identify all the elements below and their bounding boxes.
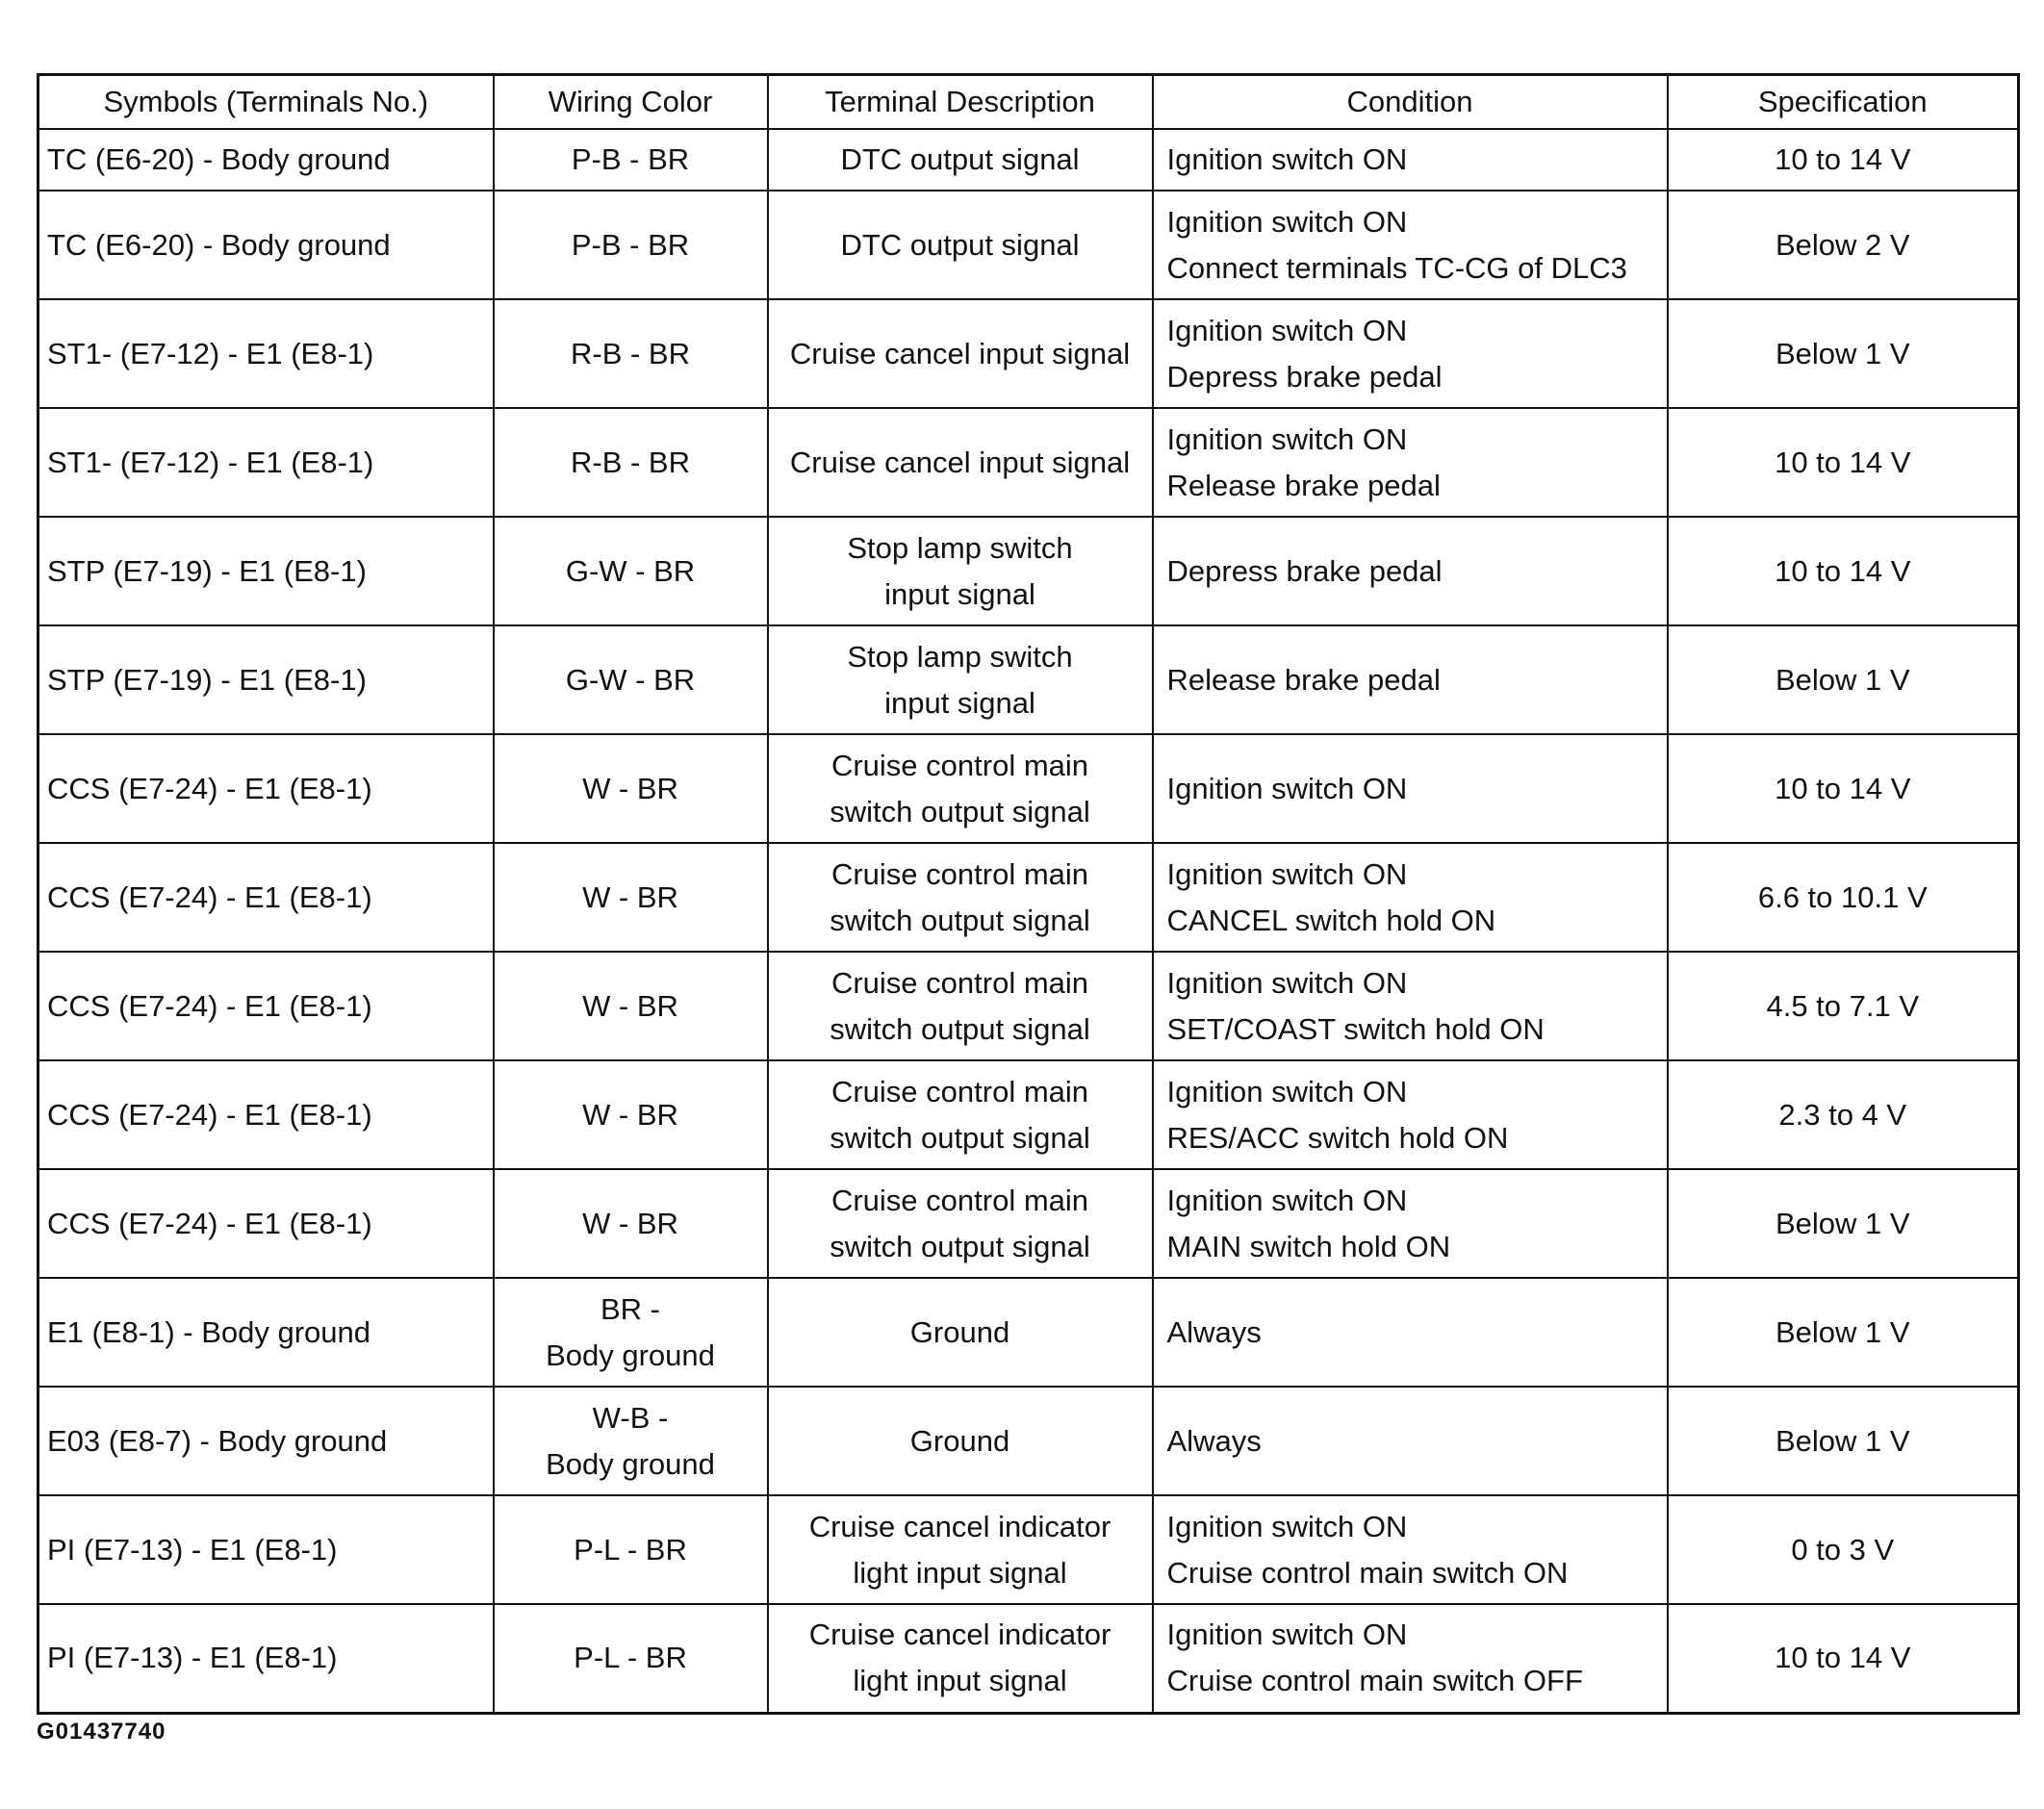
description-line: Cruise control main — [830, 856, 1089, 891]
description-line: Cruise control main — [830, 1074, 1089, 1108]
description-line: input signal — [884, 685, 1035, 720]
wiring-line: R-B - BR — [571, 445, 690, 479]
cell-wiring-color — [494, 517, 768, 625]
condition-line: Ignition switch ON — [1166, 142, 1408, 176]
wiring-line: P-B - BR — [571, 227, 690, 262]
cell-specification: 10 to 14 V — [1668, 517, 2019, 625]
figure-id: G01437740 — [37, 1719, 166, 1745]
condition-line: Depress brake pedal — [1166, 359, 1443, 394]
cell-wiring-color — [494, 1387, 768, 1495]
cell-symbol: ST1- (E7-12) - E1 (E8-1) — [38, 408, 494, 517]
description-line: Ground — [909, 1423, 1010, 1458]
condition-line: Cruise control main switch ON — [1166, 1555, 1569, 1590]
table-row — [38, 129, 2019, 191]
wiring-line: W-B - — [592, 1400, 669, 1435]
condition-line: Ignition switch ON — [1166, 1183, 1408, 1217]
header-condition: Condition — [1153, 75, 1668, 130]
condition-line: Ignition switch ON — [1166, 1618, 1408, 1652]
cell-wiring-color — [494, 734, 768, 843]
table-row — [38, 1604, 2019, 1713]
cell-symbol: PI (E7-13) - E1 (E8-1) — [38, 1495, 494, 1604]
description-line: switch output signal — [830, 794, 1090, 828]
header-symbols: Symbols (Terminals No.) — [38, 75, 494, 130]
wiring-line: P-B - BR — [571, 142, 690, 176]
cell-terminal-description — [768, 1169, 1153, 1278]
wiring-line: G-W - BR — [565, 662, 696, 697]
cell-wiring-color — [494, 1060, 768, 1169]
description-line: Cruise control main — [830, 1183, 1089, 1217]
cell-condition — [1153, 191, 1668, 299]
wiring-line: R-B - BR — [571, 336, 690, 370]
wiring-line: P-L - BR — [574, 1532, 687, 1567]
table-row — [38, 1495, 2019, 1604]
description-line: Cruise cancel input signal — [789, 445, 1131, 479]
cell-condition — [1153, 517, 1668, 625]
wiring-line: Body ground — [546, 1446, 715, 1481]
cell-terminal-description — [768, 299, 1153, 408]
cell-condition — [1153, 299, 1668, 408]
condition-line: Ignition switch ON — [1166, 1509, 1408, 1543]
description-line: Stop lamp switch — [847, 530, 1073, 565]
table-row — [38, 1278, 2019, 1387]
wiring-line: P-L - BR — [574, 1641, 687, 1675]
wiring-line: G-W - BR — [565, 553, 696, 588]
cell-terminal-description — [768, 1387, 1153, 1495]
condition-line: SET/COAST switch hold ON — [1166, 1011, 1545, 1046]
cell-terminal-description — [768, 734, 1153, 843]
condition-line: Ignition switch ON — [1166, 421, 1408, 456]
cell-terminal-description — [768, 1060, 1153, 1169]
cell-symbol: TC (E6-20) - Body ground — [38, 129, 494, 191]
cell-condition — [1153, 734, 1668, 843]
cell-terminal-description — [768, 1278, 1153, 1387]
cell-symbol: E1 (E8-1) - Body ground — [38, 1278, 494, 1387]
cell-wiring-color — [494, 1278, 768, 1387]
cell-condition — [1153, 1495, 1668, 1604]
description-line: switch output signal — [830, 1120, 1090, 1155]
cell-terminal-description — [768, 129, 1153, 191]
condition-line: Depress brake pedal — [1166, 553, 1443, 588]
description-line: light input signal — [853, 1555, 1067, 1590]
description-line: Stop lamp switch — [847, 639, 1073, 674]
cell-wiring-color — [494, 1495, 768, 1604]
cell-wiring-color — [494, 129, 768, 191]
header-terminal-description: Terminal Description — [768, 75, 1153, 130]
description-line: Ground — [909, 1314, 1010, 1349]
description-line: Cruise cancel input signal — [789, 336, 1131, 370]
table-header — [38, 75, 2019, 130]
condition-line: Ignition switch ON — [1166, 1074, 1408, 1108]
wiring-line: BR - — [600, 1291, 660, 1326]
condition-line: Ignition switch ON — [1166, 965, 1408, 1000]
cell-condition — [1153, 1278, 1668, 1387]
condition-line: Ignition switch ON — [1166, 856, 1408, 891]
cell-specification: Below 1 V — [1668, 1278, 2019, 1387]
cell-terminal-description — [768, 517, 1153, 625]
cell-specification: 0 to 3 V — [1668, 1495, 2019, 1604]
wiring-line: W - BR — [582, 1097, 678, 1132]
condition-line: Cruise control main switch OFF — [1166, 1664, 1583, 1698]
table-row — [38, 408, 2019, 517]
condition-line: RES/ACC switch hold ON — [1166, 1120, 1509, 1155]
cell-condition — [1153, 1387, 1668, 1495]
cell-terminal-description — [768, 408, 1153, 517]
description-line: DTC output signal — [840, 227, 1080, 262]
condition-line: Connect terminals TC-CG of DLC3 — [1166, 250, 1627, 285]
cell-wiring-color — [494, 625, 768, 734]
table-row — [38, 517, 2019, 625]
wiring-line: W - BR — [582, 988, 678, 1023]
cell-specification: Below 2 V — [1668, 191, 2019, 299]
cell-wiring-color — [494, 952, 768, 1060]
cell-wiring-color — [494, 1169, 768, 1278]
cell-symbol: TC (E6-20) - Body ground — [38, 191, 494, 299]
cell-wiring-color — [494, 1604, 768, 1713]
cell-condition — [1153, 1604, 1668, 1713]
cell-symbol: CCS (E7-24) - E1 (E8-1) — [38, 1060, 494, 1169]
cell-symbol: CCS (E7-24) - E1 (E8-1) — [38, 843, 494, 952]
wiring-line: W - BR — [582, 1206, 678, 1240]
terminal-spec-table — [37, 73, 2020, 1715]
cell-symbol: CCS (E7-24) - E1 (E8-1) — [38, 952, 494, 1060]
description-line: DTC output signal — [840, 142, 1080, 176]
cell-wiring-color — [494, 843, 768, 952]
cell-condition — [1153, 625, 1668, 734]
cell-wiring-color — [494, 408, 768, 517]
cell-wiring-color — [494, 299, 768, 408]
cell-specification: 10 to 14 V — [1668, 129, 2019, 191]
wiring-line: W - BR — [582, 879, 678, 914]
description-line: Cruise control main — [830, 965, 1089, 1000]
cell-condition — [1153, 408, 1668, 517]
cell-specification: Below 1 V — [1668, 1169, 2019, 1278]
cell-symbol: CCS (E7-24) - E1 (E8-1) — [38, 1169, 494, 1278]
condition-line: Always — [1166, 1314, 1262, 1349]
condition-line: CANCEL switch hold ON — [1166, 903, 1496, 937]
header-wiring-color: Wiring Color — [494, 75, 768, 130]
description-line: light input signal — [853, 1664, 1067, 1698]
description-line: switch output signal — [830, 1229, 1090, 1263]
header-specification: Specification — [1668, 75, 2019, 130]
cell-specification: 2.3 to 4 V — [1668, 1060, 2019, 1169]
condition-line: Release brake pedal — [1166, 662, 1441, 697]
description-line: switch output signal — [830, 903, 1090, 937]
table-row — [38, 1060, 2019, 1169]
description-line: Cruise cancel indicator — [808, 1509, 1111, 1543]
cell-specification: Below 1 V — [1668, 299, 2019, 408]
cell-specification: Below 1 V — [1668, 625, 2019, 734]
cell-specification: 6.6 to 10.1 V — [1668, 843, 2019, 952]
condition-line: Always — [1166, 1423, 1262, 1458]
cell-terminal-description — [768, 191, 1153, 299]
table-body — [38, 129, 2019, 1713]
condition-line: MAIN switch hold ON — [1166, 1229, 1451, 1263]
cell-specification: 10 to 14 V — [1668, 1604, 2019, 1713]
cell-specification: 4.5 to 7.1 V — [1668, 952, 2019, 1060]
wiring-line: W - BR — [582, 771, 678, 805]
table-row — [38, 952, 2019, 1060]
condition-line: Ignition switch ON — [1166, 771, 1408, 805]
cell-symbol: PI (E7-13) - E1 (E8-1) — [38, 1604, 494, 1713]
condition-line: Ignition switch ON — [1166, 204, 1408, 239]
cell-symbol: E03 (E8-7) - Body ground — [38, 1387, 494, 1495]
table-row — [38, 734, 2019, 843]
cell-symbol: ST1- (E7-12) - E1 (E8-1) — [38, 299, 494, 408]
cell-specification: 10 to 14 V — [1668, 408, 2019, 517]
cell-specification: 10 to 14 V — [1668, 734, 2019, 843]
description-line: Cruise cancel indicator — [808, 1618, 1111, 1652]
cell-wiring-color — [494, 191, 768, 299]
cell-specification: Below 1 V — [1668, 1387, 2019, 1495]
header-row — [38, 75, 2019, 130]
cell-terminal-description — [768, 625, 1153, 734]
condition-line: Release brake pedal — [1166, 468, 1441, 502]
description-line: Cruise control main — [830, 748, 1089, 782]
cell-condition — [1153, 1169, 1668, 1278]
table-row — [38, 843, 2019, 952]
condition-line: Ignition switch ON — [1166, 313, 1408, 347]
cell-symbol: STP (E7-19) - E1 (E8-1) — [38, 625, 494, 734]
cell-symbol: STP (E7-19) - E1 (E8-1) — [38, 517, 494, 625]
cell-condition — [1153, 129, 1668, 191]
cell-condition — [1153, 1060, 1668, 1169]
table-row — [38, 1387, 2019, 1495]
table-row — [38, 1169, 2019, 1278]
cell-terminal-description — [768, 843, 1153, 952]
table-row — [38, 625, 2019, 734]
table-row — [38, 191, 2019, 299]
cell-terminal-description — [768, 1604, 1153, 1713]
cell-symbol: CCS (E7-24) - E1 (E8-1) — [38, 734, 494, 843]
cell-terminal-description — [768, 952, 1153, 1060]
cell-condition — [1153, 843, 1668, 952]
table-row — [38, 299, 2019, 408]
description-line: switch output signal — [830, 1011, 1090, 1046]
description-line: input signal — [884, 576, 1035, 611]
wiring-line: Body ground — [546, 1338, 715, 1372]
cell-condition — [1153, 952, 1668, 1060]
cell-terminal-description — [768, 1495, 1153, 1604]
